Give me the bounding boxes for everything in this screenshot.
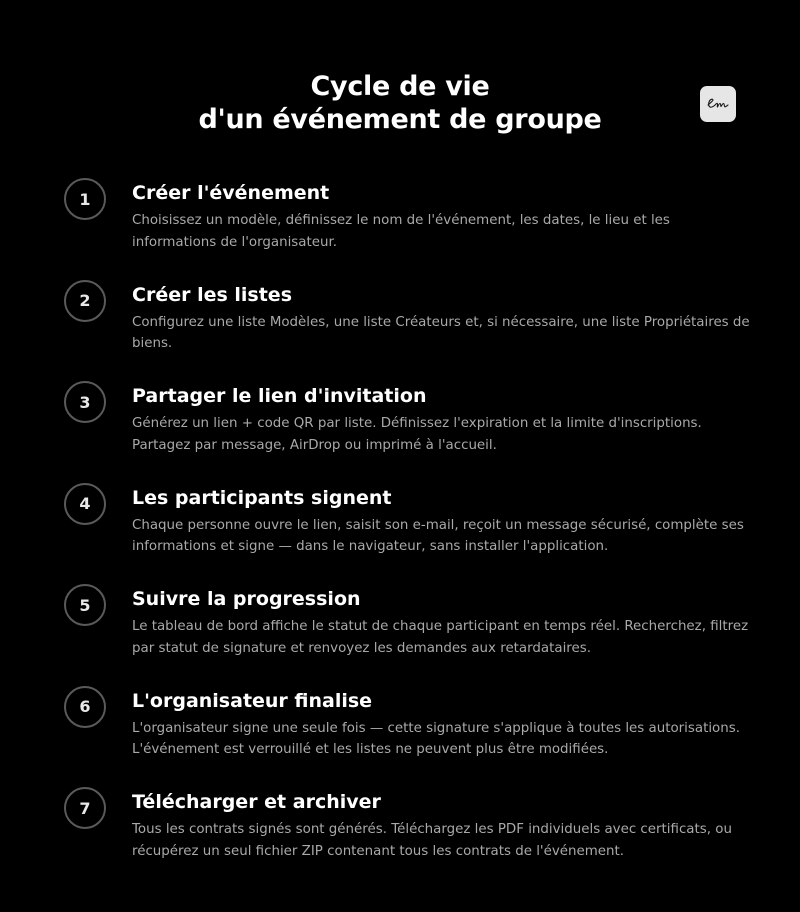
step-title: L'organisateur finalise [132,689,373,712]
step-description: Générez un lien + code QR par liste. Définissez l'expiration et la limite d'inscriptions. Partagez par message, AirDrop ou imprimé à l'accueil. [132,416,702,453]
page-title-line-1: Cycle de vie [310,71,490,102]
signature-logo-icon [705,96,731,112]
step-item-6 [0,686,800,788]
step-description: Choisissez un modèle, définissez le nom de l'événement, les dates, le lieu et les informations de l'organisateur. [132,213,670,250]
step-description: Le tableau de bord affiche le statut de chaque participant en temps réel. Recherchez, filtrez par statut de signature et renvoyez les demandes aux retardataires. [132,619,749,656]
step-title: Suivre la progression [132,588,361,610]
lifecycle-steps [0,178,800,889]
step-number-badge: 4 [64,483,106,525]
step-number-badge: 2 [64,280,106,322]
step-item-5 [0,584,800,686]
step-item-7 [0,787,800,889]
step-number-badge: 6 [64,686,106,728]
step-title: Créer l'événement [132,182,330,204]
step-title: Créer les listes [132,283,293,306]
step-description: L'organisateur signe une seule fois — cette signature s'applique à toutes les autorisations. L'événement est verrouillé et les listes ne peuvent plus être modifiées. [132,720,740,757]
step-item-4 [0,483,800,585]
step-item-2 [0,280,800,382]
page-title [0,70,800,136]
step-description: Chaque personne ouvre le lien, saisit son e-mail, reçoit un message sécurisé, complète ses informations et signe — dans le navigateur, sans installer l'application. [132,517,744,554]
step-title: Les participants signent [132,486,392,509]
page-title-line-2: d'un événement de groupe [198,104,602,135]
step-item-1 [0,178,800,280]
step-number-badge: 1 [64,178,106,220]
step-title: Partager le lien d'invitation [132,385,427,407]
signature-logo [700,86,736,122]
step-item-3 [0,381,800,483]
step-number-badge: 5 [64,584,106,626]
step-title: Télécharger et archiver [132,791,381,813]
step-number-badge: 7 [64,787,106,829]
step-description: Configurez une liste Modèles, une liste Créateurs et, si nécessaire, une liste Propriétaires de biens. [132,314,750,351]
step-number-badge: 3 [64,381,106,423]
step-description: Tous les contrats signés sont générés. Téléchargez les PDF individuels avec certificats, ou récupérez un seul fichier ZIP contenant tous les contrats de l'événement. [132,822,732,859]
